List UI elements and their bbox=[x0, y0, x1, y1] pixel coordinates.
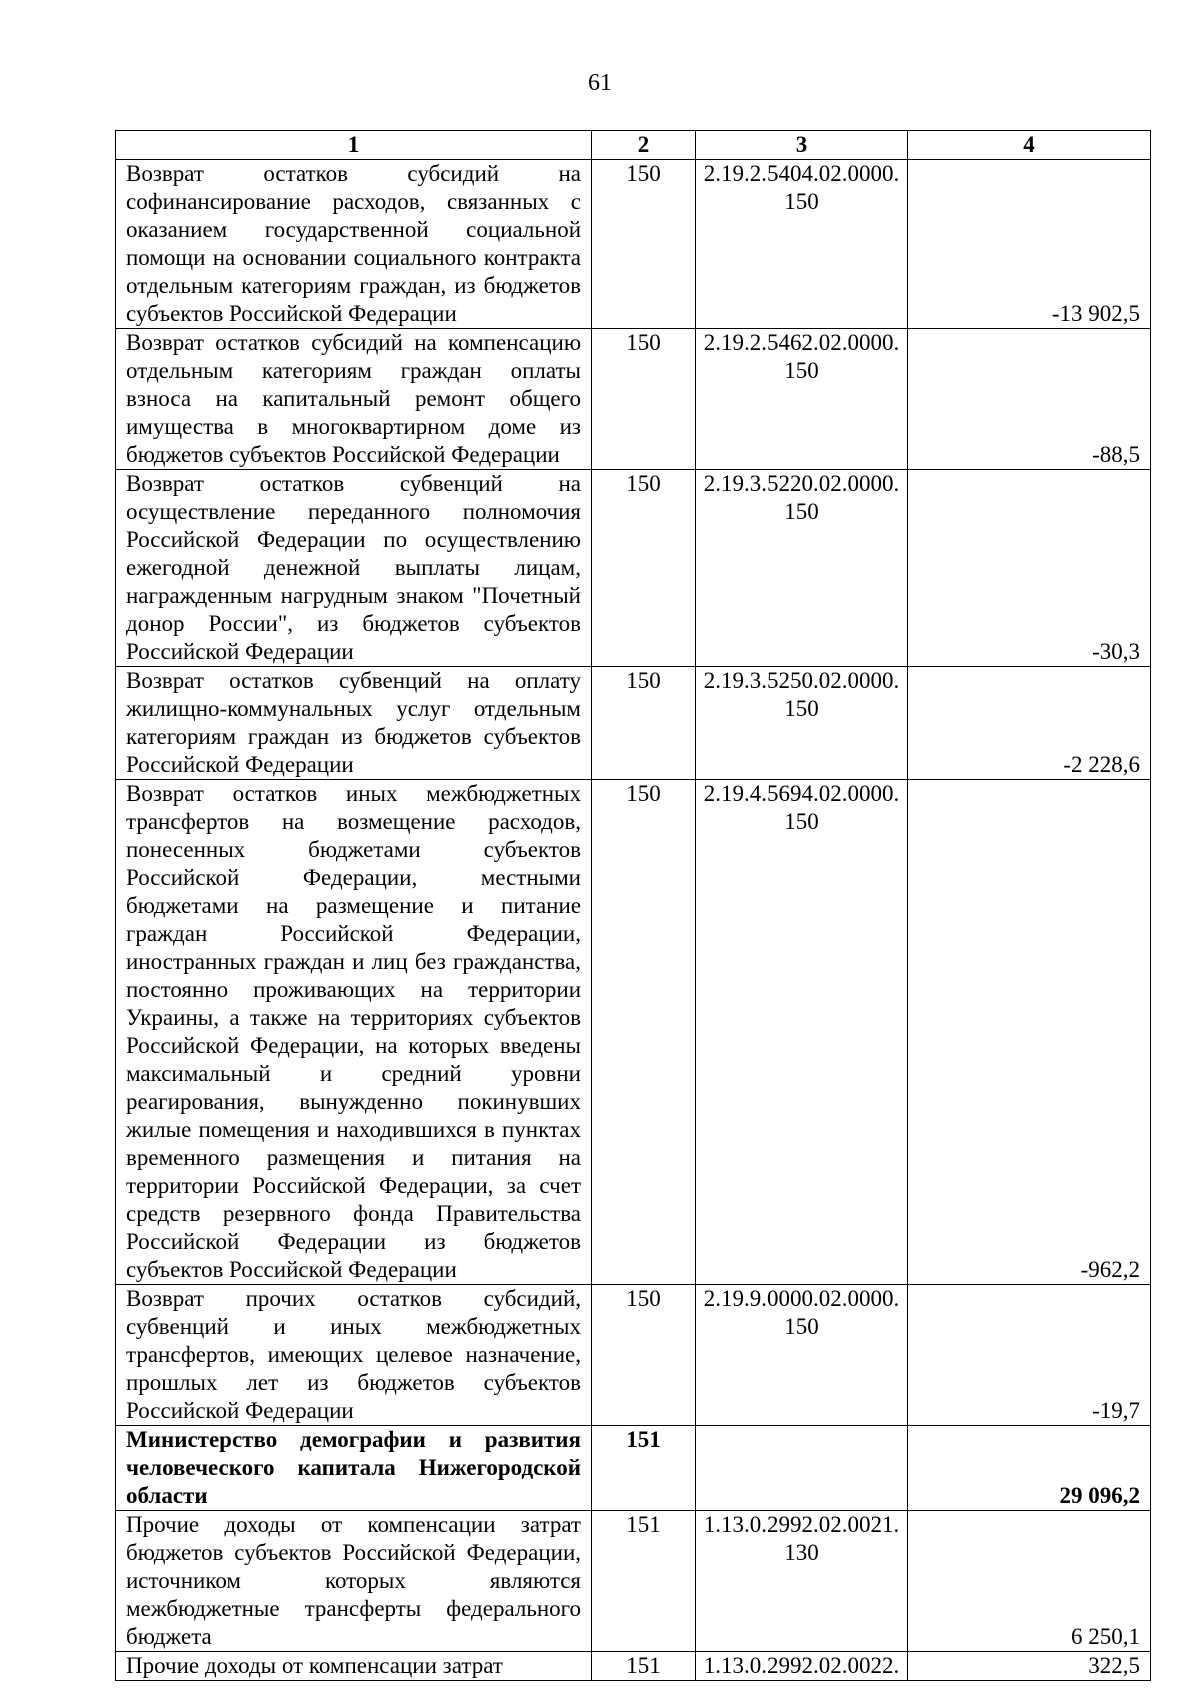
row-name-cell: Возврат остатков субсидий на компенсацию отдельным категориям граждан оплаты взноса на капитальный ремонт общего имущества в многоквартирном доме из бюджетов субъектов Российской Федерации bbox=[116, 329, 592, 470]
row-admin-code-cell: 150 bbox=[592, 1285, 696, 1426]
column-header-1: 1 bbox=[116, 131, 592, 160]
row-name-cell: Прочие доходы от компенсации затрат бюджетов субъектов Российской Федерации, источником которых являются межбюджетные трансферты федерального бюджета bbox=[116, 1511, 592, 1652]
table-row bbox=[116, 1511, 1151, 1652]
row-classification-code-cell: 1.13.0.2992.02.0021. 130 bbox=[696, 1511, 908, 1652]
page-number: 61 bbox=[588, 70, 612, 96]
row-admin-code-cell: 150 bbox=[592, 667, 696, 780]
table-row bbox=[116, 1652, 1151, 1681]
row-name-cell: Возврат остатков субсидий на софинансирование расходов, связанных с оказанием государственной социальной помощи на основании социального контракта отдельным категориям граждан, из бюджетов субъектов Российской Федерации bbox=[116, 160, 592, 329]
row-name-cell: Министерство демографии и развития человеческого капитала Нижегородской области bbox=[116, 1426, 592, 1511]
row-admin-code-cell: 150 bbox=[592, 329, 696, 470]
row-classification-code-cell: 2.19.3.5220.02.0000. 150 bbox=[696, 470, 908, 667]
row-name-cell: Возврат остатков субвенций на оплату жилищно-коммунальных услуг отдельным категориям граждан из бюджетов субъектов Российской Федерации bbox=[116, 667, 592, 780]
row-amount-cell: -19,7 bbox=[908, 1285, 1151, 1426]
table-body bbox=[116, 160, 1151, 1681]
row-name-cell: Возврат остатков субвенций на осуществление переданного полномочия Российской Федерации по осуществлению ежегодной денежной выплаты лицам, награжденным нагрудным знаком "Почетный донор России", из бюджетов субъектов Российской Федерации bbox=[116, 470, 592, 667]
row-amount-cell: -30,3 bbox=[908, 470, 1151, 667]
table-row bbox=[116, 160, 1151, 329]
row-classification-code-cell: 2.19.2.5404.02.0000. 150 bbox=[696, 160, 908, 329]
column-header-2: 2 bbox=[592, 131, 696, 160]
row-admin-code-cell: 151 bbox=[592, 1652, 696, 1681]
row-amount-cell: -13 902,5 bbox=[908, 160, 1151, 329]
row-classification-code-cell bbox=[696, 1426, 908, 1511]
row-admin-code-cell: 150 bbox=[592, 780, 696, 1285]
table-row bbox=[116, 470, 1151, 667]
row-admin-code-cell: 151 bbox=[592, 1511, 696, 1652]
column-header-3: 3 bbox=[696, 131, 908, 160]
row-admin-code-cell: 150 bbox=[592, 160, 696, 329]
row-classification-code-cell: 2.19.4.5694.02.0000. 150 bbox=[696, 780, 908, 1285]
row-amount-cell: 29 096,2 bbox=[908, 1426, 1151, 1511]
row-admin-code-cell: 150 bbox=[592, 470, 696, 667]
budget-revenue-table bbox=[115, 130, 1151, 1681]
column-header-4: 4 bbox=[908, 131, 1151, 160]
row-amount-cell: -962,2 bbox=[908, 780, 1151, 1285]
row-admin-code-cell: 151 bbox=[592, 1426, 696, 1511]
table-row bbox=[116, 329, 1151, 470]
table-row bbox=[116, 780, 1151, 1285]
table-header-row bbox=[116, 131, 1151, 160]
row-name-cell: Прочие доходы от компенсации затрат bbox=[116, 1652, 592, 1681]
table-row bbox=[116, 1285, 1151, 1426]
table-row bbox=[116, 1426, 1151, 1511]
row-amount-cell: 6 250,1 bbox=[908, 1511, 1151, 1652]
row-amount-cell: -88,5 bbox=[908, 329, 1151, 470]
row-name-cell: Возврат прочих остатков субсидий, субвенций и иных межбюджетных трансфертов, имеющих целевое назначение, прошлых лет из бюджетов субъектов Российской Федерации bbox=[116, 1285, 592, 1426]
row-amount-cell: 322,5 bbox=[908, 1652, 1151, 1681]
row-classification-code-cell: 1.13.0.2992.02.0022. bbox=[696, 1652, 908, 1681]
row-amount-cell: -2 228,6 bbox=[908, 667, 1151, 780]
row-classification-code-cell: 2.19.3.5250.02.0000. 150 bbox=[696, 667, 908, 780]
row-classification-code-cell: 2.19.9.0000.02.0000. 150 bbox=[696, 1285, 908, 1426]
row-name-cell: Возврат остатков иных межбюджетных трансфертов на возмещение расходов, понесенных бюджетами субъектов Российской Федерации, местными бюджетами на размещение и питание граждан Российской Федерации, иностранных граждан и лиц без гражданства, постоянно проживающих на территории Украины, а также на территориях субъектов Российской Федерации, на которых введены максимальный и средний уровни реагирования, вынужденно покинувших жилые помещения и находившихся в пунктах временного размещения и питания на территории Российской Федерации, за счет средств резервного фонда Правительства Российской Федерации из бюджетов субъектов Российской Федерации bbox=[116, 780, 592, 1285]
row-classification-code-cell: 2.19.2.5462.02.0000. 150 bbox=[696, 329, 908, 470]
table-row bbox=[116, 667, 1151, 780]
